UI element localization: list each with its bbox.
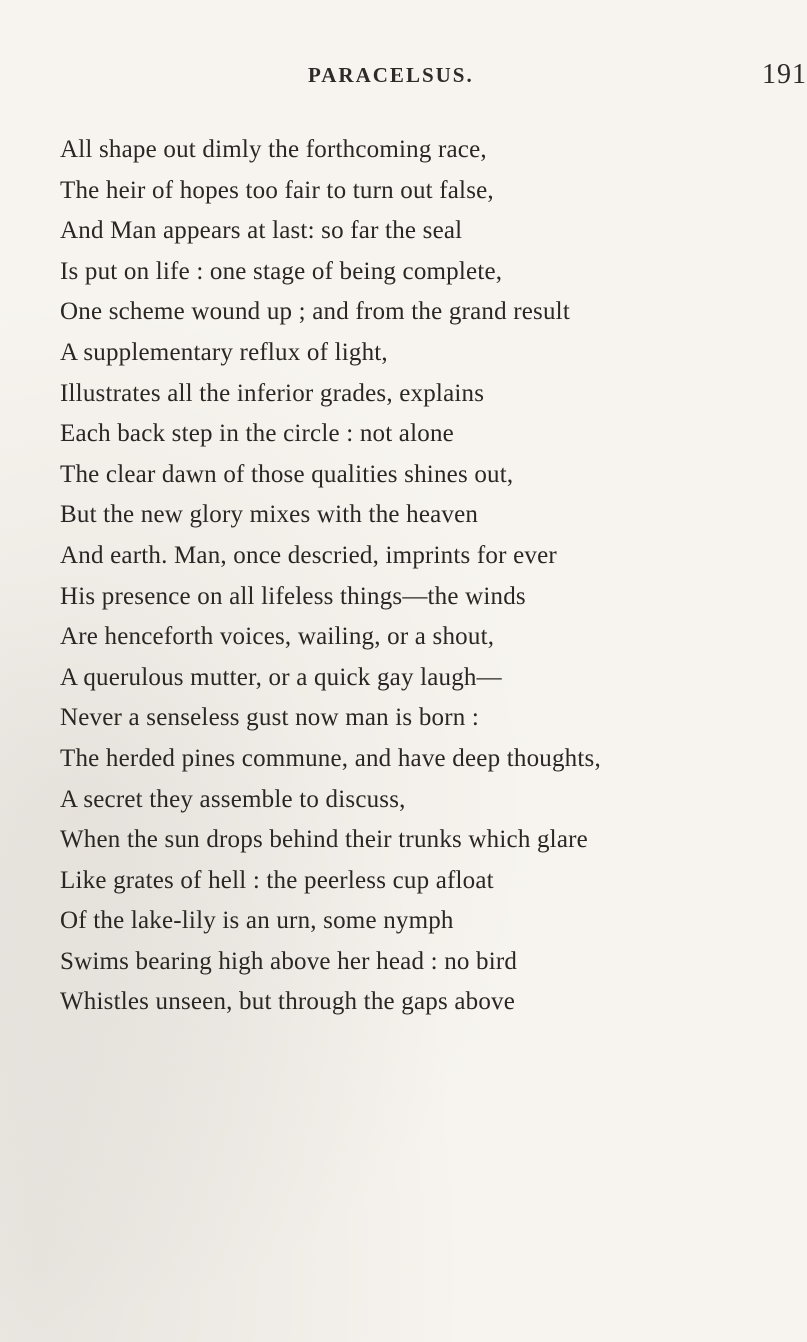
poem-line: Whistles unseen, but through the gaps above	[60, 988, 516, 1016]
poem-line: One scheme wound up ; and from the grand result	[60, 298, 570, 326]
poem-line: When the sun drops behind their trunks which glare	[60, 826, 588, 854]
poem-line: Each back step in the circle : not alone	[60, 420, 454, 448]
poem-line: And earth. Man, once descried, imprints for ever	[60, 541, 557, 569]
running-head-title: PARACELSUS.	[308, 63, 474, 87]
poem-line: But the new glory mixes with the heaven	[60, 501, 479, 529]
poem-line: Is put on life : one stage of being complete,	[60, 257, 503, 285]
poem-line: A querulous mutter, or a quick gay laugh—	[60, 663, 502, 691]
poem-line: A secret they assemble to discuss,	[60, 785, 406, 813]
poem-line: All shape out dimly the forthcoming race,	[60, 136, 487, 163]
page-number: 191	[762, 59, 807, 90]
poem-line: Like grates of hell : the peerless cup afloat	[60, 866, 494, 894]
poem-line: Of the lake-lily is an urn, some nymph	[60, 907, 454, 935]
poem-line: Are henceforth voices, wailing, or a shout,	[60, 623, 495, 651]
running-head	[0, 57, 807, 93]
poem-line: Illustrates all the inferior grades, explains	[60, 379, 485, 407]
poem-line: Never a senseless gust now man is born :	[60, 704, 480, 732]
poem-line: The clear dawn of those qualities shines out,	[60, 460, 514, 488]
poem-line: The herded pines commune, and have deep thoughts,	[60, 744, 601, 772]
poem-line: His presence on all lifeless things—the winds	[60, 582, 526, 610]
poem-line: And Man appears at last: so far the seal	[60, 217, 463, 245]
poem-line: The heir of hopes too fair to turn out false,	[60, 176, 494, 204]
poem-line: Swims bearing high above her head : no bird	[60, 947, 518, 975]
poem-text	[60, 130, 790, 1023]
poem-line: A supplementary reflux of light,	[60, 338, 388, 366]
